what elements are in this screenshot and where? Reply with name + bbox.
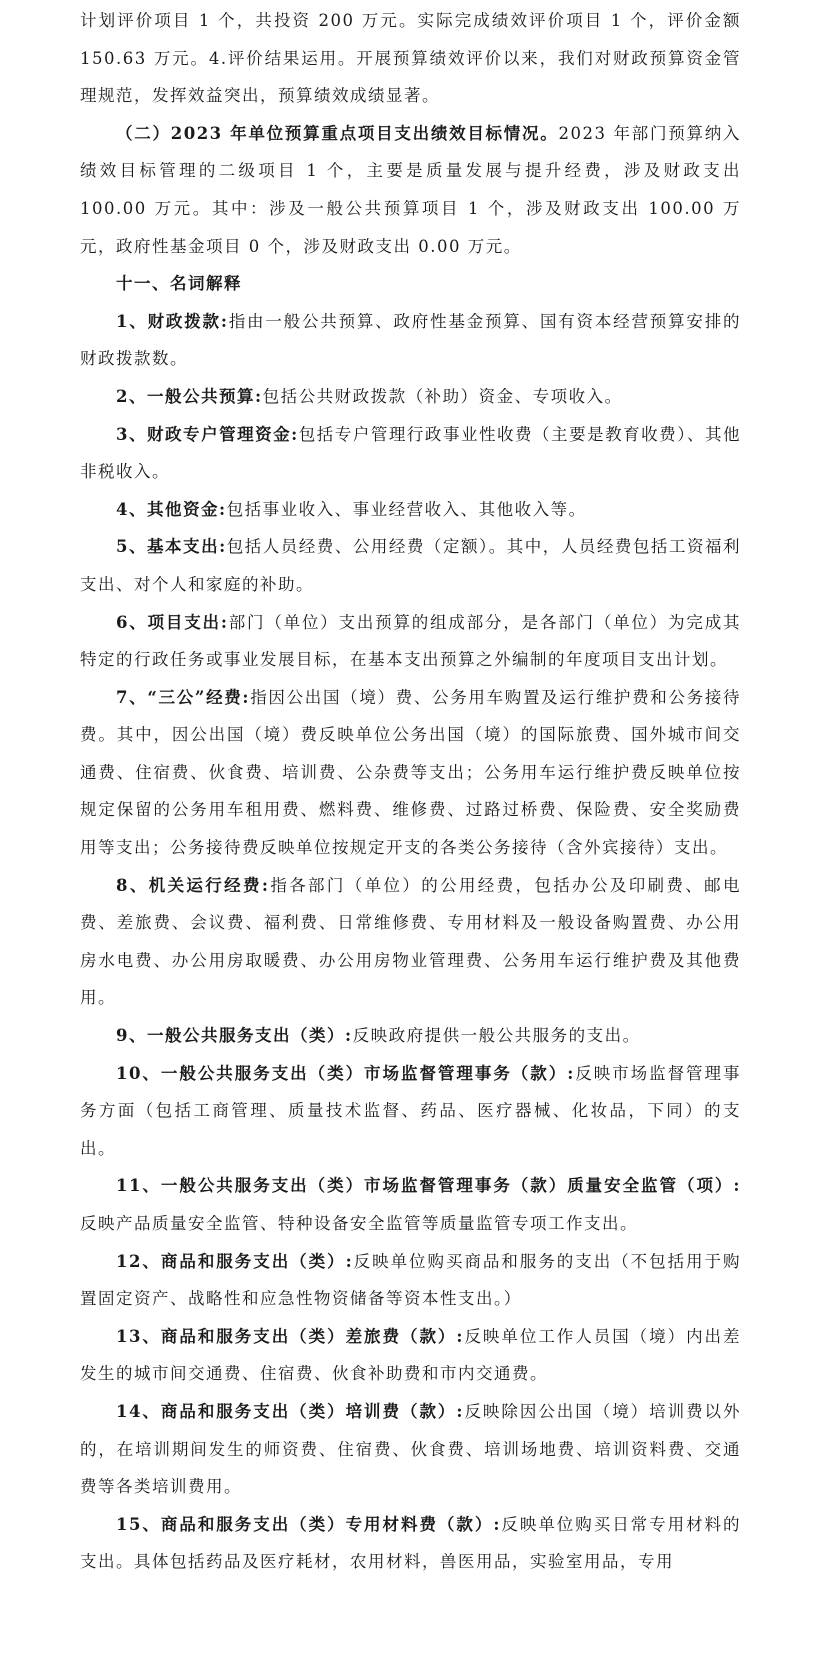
definition-term: 5、基本支出:	[116, 537, 227, 557]
definition-term: 3、财政专户管理资金:	[116, 424, 299, 444]
definition-item	[80, 303, 741, 378]
definition-term: 9、一般公共服务支出（类）:	[116, 1026, 353, 1046]
definition-text: 指由一般公共预算、政府性基金预算、国有资本经营预算安排的财政拨款数。	[80, 311, 742, 369]
definition-item	[80, 1393, 741, 1506]
definition-text: 反映政府提供一般公共服务的支出。	[352, 1026, 641, 1046]
definition-item	[80, 1055, 741, 1168]
definition-text: 包括事业收入、事业经营收入、其他收入等。	[226, 499, 587, 519]
definition-item	[80, 491, 741, 529]
paragraph-heading: （二）2023 年单位预算重点项目支出绩效目标情况。	[116, 123, 559, 143]
paragraph-text: 2023 年部门预算纳入绩效目标管理的二级项目 1 个，主要是质量发展与提升经费，涉及财政支出 100.00 万元。其中：涉及一般公共预算项目 1 个，涉及财政支出 100.00 万元，政府性基金项目 0 个，涉及财政支出 0.00 万元。	[80, 123, 741, 256]
definition-text: 反映单位购买商品和服务的支出（不包括用于购置固定资产、战略性和应急性物资储备等资本性支出。）	[80, 1251, 741, 1309]
definition-term: 6、项目支出:	[116, 612, 229, 632]
definition-term: 11、一般公共服务支出（类）市场监督管理事务（款）质量安全监管（项）:	[116, 1176, 741, 1196]
definition-text: 包括专户管理行政事业性收费（主要是教育收费）、其他非税收入。	[80, 424, 741, 482]
paragraph-performance-target	[80, 115, 741, 265]
definition-text: 反映市场监督管理事务方面（包括工商管理、质量技术监督、药品、医疗器械、化妆品，下同）的支出。	[80, 1063, 741, 1158]
definition-text: 部门（单位）支出预算的组成部分，是各部门（单位）为完成其特定的行政任务或事业发展目标，在基本支出预算之外编制的年度项目支出计划。	[80, 612, 742, 670]
definition-text: 反映产品质量安全监管、特种设备安全监管等质量监管专项工作支出。	[80, 1214, 638, 1233]
definition-term: 10、一般公共服务支出（类）市场监督管理事务（款）:	[116, 1063, 575, 1083]
definition-text: 反映单位购买日常专用材料的支出。具体包括药品及医疗耗材，农用材料，兽医用品，实验室用品，专用	[80, 1514, 742, 1572]
definition-item	[80, 1017, 741, 1055]
definition-item	[80, 1167, 741, 1242]
definition-item	[80, 416, 741, 491]
definition-text: 指各部门（单位）的公用经费，包括办公及印刷费、邮电费、差旅费、会议费、福利费、日常维修费、专用材料及一般设备购置费、办公用房水电费、办公用房取暖费、办公用房物业管理费、公务用车运行维护费及其他费用。	[80, 875, 742, 1008]
definition-text: 指因公出国（境）费、公务用车购置及运行维护费和公务接待费。其中，因公出国（境）费反映单位公务出国（境）的国际旅费、国外城市间交通费、住宿费、伙食费、培训费、公杂费等支出；公务用车运行维护费反映单位按规定保留的公务用车租用费、燃料费、维修费、过路过桥费、保险费、安全奖励费用等支出；公务接待费反映单位按规定开支的各类公务接待（含外宾接待）支出。	[80, 687, 741, 858]
definition-term: 1、财政拨款:	[116, 311, 229, 331]
definition-term: 14、商品和服务支出（类）培训费（款）:	[116, 1401, 464, 1421]
definition-item	[80, 679, 741, 867]
definition-term: 2、一般公共预算:	[116, 386, 263, 406]
definition-item	[80, 1243, 741, 1318]
definition-term: 7、“三公”经费:	[116, 687, 251, 707]
definition-item	[80, 378, 741, 416]
definition-item	[80, 604, 741, 679]
definition-term: 4、其他资金:	[116, 499, 227, 519]
definition-term: 15、商品和服务支出（类）专用材料费（款）:	[116, 1514, 501, 1534]
definition-item	[80, 1506, 741, 1581]
section-heading: 十一、名词解释	[116, 274, 242, 294]
definition-term: 8、机关运行经费:	[116, 875, 270, 895]
definition-item	[80, 867, 741, 1017]
definition-term: 13、商品和服务支出（类）差旅费（款）:	[116, 1326, 464, 1346]
definition-text: 包括公共财政拨款（补助）资金、专项收入。	[262, 386, 623, 406]
definition-term: 12、商品和服务支出（类）:	[116, 1251, 354, 1271]
paragraph-evaluation	[80, 2, 741, 115]
definition-text: 反映单位工作人员国（境）内出差发生的城市间交通费、住宿费、伙食补助费和市内交通费。	[80, 1326, 742, 1384]
definition-item	[80, 1318, 741, 1393]
definition-text: 包括人员经费、公用经费（定额）。其中，人员经费包括工资福利支出、对个人和家庭的补助。	[80, 537, 741, 594]
definition-text: 反映除因公出国（境）培训费以外的，在培训期间发生的师资费、住宿费、伙食费、培训场地费、培训资料费、交通费等各类培训费用。	[80, 1401, 742, 1497]
definition-item	[80, 528, 741, 603]
paragraph-text: 计划评价项目 1 个，共投资 200 万元。实际完成绩效评价项目 1 个，评价金额 150.63 万元。4.评价结果运用。开展预算绩效评价以来，我们对财政预算资金管理规范，发挥效益突出，预算绩效成绩显著。	[80, 11, 741, 106]
